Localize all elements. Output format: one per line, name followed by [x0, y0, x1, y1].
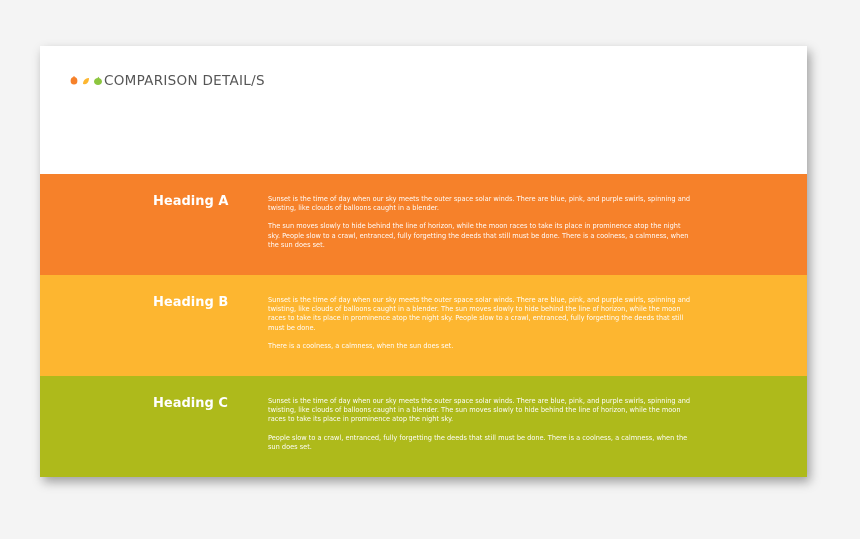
slide — [40, 46, 807, 477]
section-body — [268, 296, 693, 360]
section-paragraph: Sunset is the time of day when our sky meets the outer space solar winds. There are blue, pink, and purple swirls, spinning and twisting, like clouds of balloons caught in a blender. — [268, 195, 691, 213]
section-a — [40, 174, 807, 275]
section-paragraph: There is a coolness, a calmness, when the sun does set. — [268, 341, 454, 350]
section-paragraph: The sun moves slowly to hide behind the line of horizon, while the moon races to take its place in prominence atop the night sky. People slow to a crawl, entranced, fully forgetting the deeds that still must be done. There is a coolness, a calmness, when the sun does set. — [268, 222, 689, 249]
section-paragraph: Sunset is the time of day when our sky meets the outer space solar winds. There are blue, pink, and purple swirls, spinning and twisting, like clouds of balloons caught in a blender. The sun moves slowly to hide behind the line of horizon, while the moon races to take its place in prominence atop the night sky. — [268, 397, 691, 424]
orange-leaf-icon — [69, 76, 79, 86]
slide-header — [40, 46, 807, 174]
green-leaf-icon — [93, 76, 103, 86]
section-paragraph: People slow to a crawl, entranced, fully forgetting the deeds that still must be done. There is a coolness, a calmness, when the sun does set. — [268, 433, 688, 451]
section-paragraph: Sunset is the time of day when our sky meets the outer space solar winds. There are blue, pink, and purple swirls, spinning and twisting, like clouds of balloons caught in a blender. The sun moves slowly to hide behind the line of horizon, while the moon races to take its place in prominence atop the night sky. People slow to a crawl, entranced, fully forgetting the deeds that still must be done. — [268, 296, 691, 332]
section-heading: Heading C — [153, 396, 228, 411]
section-heading: Heading A — [153, 194, 229, 209]
section-body — [268, 397, 693, 461]
yellow-leaf-icon — [81, 76, 91, 86]
section-body — [268, 195, 693, 259]
logo — [69, 76, 103, 86]
section-heading: Heading B — [153, 295, 229, 310]
section-c — [40, 376, 807, 477]
section-b — [40, 275, 807, 376]
page-title: COMPARISON DETAIL/S — [104, 73, 265, 89]
